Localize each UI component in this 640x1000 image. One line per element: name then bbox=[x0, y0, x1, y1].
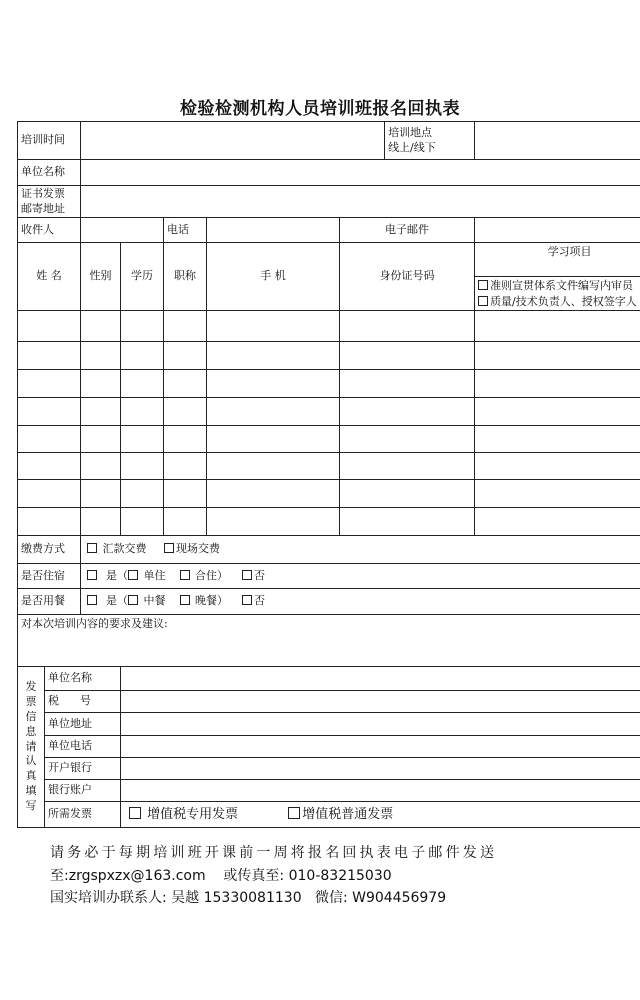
lodging-label: 是否住宿 bbox=[18, 564, 81, 589]
checkbox-icon[interactable] bbox=[164, 543, 174, 553]
phone-label: 电话 bbox=[164, 218, 207, 243]
suggestions-label: 对本次培训内容的要求及建议: bbox=[21, 617, 168, 630]
invoice-bank-field[interactable] bbox=[121, 758, 640, 780]
suggestions-field[interactable] bbox=[18, 615, 640, 667]
payment-options bbox=[81, 536, 640, 564]
invoice-tax-field[interactable] bbox=[121, 691, 640, 713]
table-row[interactable] bbox=[18, 398, 640, 426]
training-time-field[interactable] bbox=[81, 122, 385, 160]
invoice-special-option[interactable]: 增值税专用发票 bbox=[129, 807, 238, 822]
lodging-options: 是（ 单住 合住） 否 bbox=[81, 564, 640, 589]
mailing-address-label: 证书发票 邮寄地址 bbox=[18, 186, 81, 218]
recipient-field[interactable] bbox=[81, 218, 164, 243]
table-row[interactable] bbox=[18, 480, 640, 508]
invoice-type-label: 所需发票 bbox=[45, 802, 121, 828]
study-option-2[interactable]: 质量/技术负责人、授权签字人 bbox=[478, 294, 640, 310]
invoice-address-field[interactable] bbox=[121, 713, 640, 736]
footer-note: 请务必于每期培训班开课前一周将报名回执表电子邮件发送 至:zrgspxzx@163.com 或传真至: 010-83215030 国实培训办联系人: 吴越 15330081130 微信: W904456979 bbox=[50, 845, 498, 906]
form-title: 检验检测机构人员培训班报名回执表 bbox=[180, 99, 460, 119]
header-title: 职称 bbox=[164, 243, 207, 311]
invoice-phone-field[interactable] bbox=[121, 736, 640, 758]
header-name: 姓 名 bbox=[18, 243, 81, 311]
table-row[interactable] bbox=[18, 370, 640, 398]
header-gender: 性别 bbox=[81, 243, 121, 311]
registration-form bbox=[17, 121, 640, 828]
header-study: 学习项目 bbox=[475, 243, 640, 277]
checkbox-icon[interactable] bbox=[129, 807, 141, 819]
training-time-label: 培训时间 bbox=[18, 122, 81, 160]
checkbox-icon[interactable] bbox=[180, 570, 190, 580]
org-name-field[interactable] bbox=[81, 160, 640, 186]
checkbox-icon[interactable] bbox=[180, 595, 190, 605]
invoice-phone-label: 单位电话 bbox=[45, 736, 121, 758]
checkbox-icon[interactable] bbox=[87, 570, 97, 580]
header-id-number: 身份证号码 bbox=[340, 243, 475, 311]
invoice-bank-label: 开户银行 bbox=[45, 758, 121, 780]
table-row[interactable] bbox=[18, 342, 640, 370]
invoice-address-label: 单位地址 bbox=[45, 713, 121, 736]
payment-label: 缴费方式 bbox=[18, 536, 81, 564]
meals-options: 是（ 中餐 晚餐） 否 bbox=[81, 589, 640, 615]
invoice-tax-label: 税 号 bbox=[45, 691, 121, 713]
checkbox-icon[interactable] bbox=[478, 280, 488, 290]
checkbox-icon[interactable] bbox=[87, 595, 97, 605]
study-options bbox=[475, 277, 640, 311]
header-mobile: 手 机 bbox=[207, 243, 340, 311]
email-label: 电子邮件 bbox=[340, 218, 475, 243]
checkbox-icon[interactable] bbox=[128, 570, 138, 580]
invoice-account-label: 银行账户 bbox=[45, 780, 121, 802]
checkbox-icon[interactable] bbox=[288, 807, 300, 819]
payment-onsite-option[interactable]: 现场交费 bbox=[164, 542, 220, 555]
checkbox-icon[interactable] bbox=[128, 595, 138, 605]
table-row[interactable] bbox=[18, 426, 640, 453]
invoice-type-options bbox=[121, 802, 640, 828]
invoice-account-field[interactable] bbox=[121, 780, 640, 802]
table-row[interactable] bbox=[18, 311, 640, 342]
checkbox-icon[interactable] bbox=[242, 570, 252, 580]
training-place-field[interactable] bbox=[475, 122, 640, 160]
checkbox-icon[interactable] bbox=[87, 543, 97, 553]
table-row[interactable] bbox=[18, 453, 640, 480]
phone-field[interactable] bbox=[207, 218, 340, 243]
header-education: 学历 bbox=[121, 243, 164, 311]
study-option-1[interactable]: 准则宣贯体系文件编写内审员 bbox=[478, 278, 640, 294]
payment-remit-option[interactable]: 汇款交费 bbox=[87, 542, 147, 555]
checkbox-icon[interactable] bbox=[242, 595, 252, 605]
email-field[interactable] bbox=[475, 218, 640, 243]
meals-label: 是否用餐 bbox=[18, 589, 81, 615]
invoice-normal-option[interactable]: 增值税普通发票 bbox=[288, 807, 393, 822]
org-name-label: 单位名称 bbox=[18, 160, 81, 186]
invoice-side-label: 发 票 信 息 请 认 真 填 写 bbox=[18, 667, 45, 828]
training-place-label: 培训地点 线上/线下 bbox=[385, 122, 475, 160]
mailing-address-field[interactable] bbox=[81, 186, 640, 218]
table-row[interactable] bbox=[18, 508, 640, 536]
recipient-label: 收件人 bbox=[18, 218, 81, 243]
invoice-org-field[interactable] bbox=[121, 667, 640, 691]
invoice-org-label: 单位名称 bbox=[45, 667, 121, 691]
checkbox-icon[interactable] bbox=[478, 296, 488, 306]
